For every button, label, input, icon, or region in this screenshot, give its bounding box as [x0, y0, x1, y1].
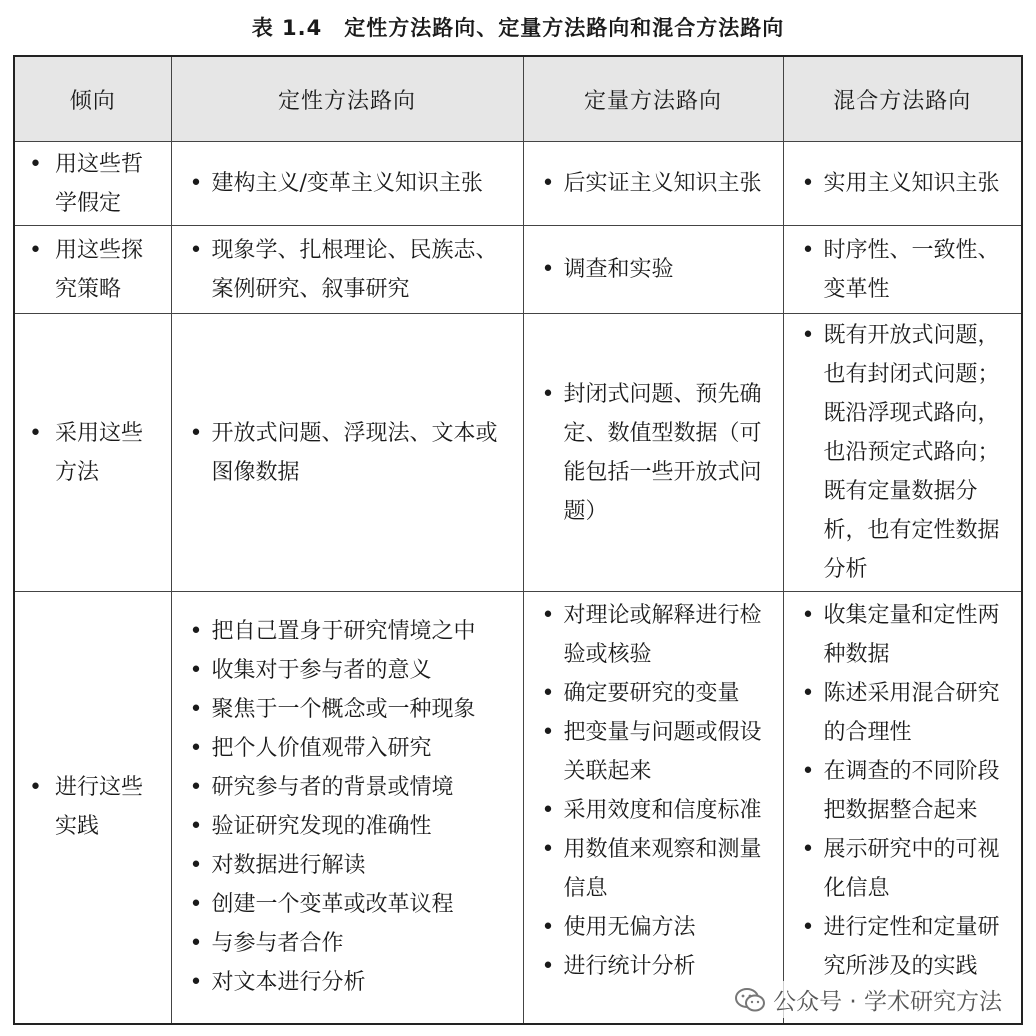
- list-item: • 验证研究发现的准确性: [172, 807, 523, 846]
- header-qualitative: 定性方法路向: [171, 56, 523, 142]
- list-item: • 创建一个变革或改革议程: [172, 885, 523, 924]
- list-item: • 时序性、一致性、变革性: [784, 231, 1022, 309]
- qualitative-cell: [171, 314, 523, 592]
- watermark: [731, 981, 1006, 1018]
- table-row: [14, 226, 1022, 314]
- list-item: • 把个人价值观带入研究: [172, 729, 523, 768]
- list-item: • 调查和实验: [524, 250, 783, 289]
- list-item: • 开放式问题、浮现法、文本或图像数据: [172, 414, 523, 492]
- quantitative-cell: [523, 314, 783, 592]
- list-item: • 收集定量和定性两种数据: [784, 596, 1022, 674]
- header-quantitative: 定量方法路向: [523, 56, 783, 142]
- tendency-cell: [14, 592, 171, 1024]
- tendency-cell: [14, 226, 171, 314]
- list-item: • 使用无偏方法: [524, 908, 783, 947]
- header-row: [14, 56, 1022, 142]
- qualitative-cell: [171, 226, 523, 314]
- mixed-cell: [783, 592, 1022, 1024]
- header-mixed: 混合方法路向: [783, 56, 1022, 142]
- list-item: • 封闭式问题、预先确定、数值型数据（可能包括一些开放式问题）: [524, 375, 783, 531]
- list-item: • 展示研究中的可视化信息: [784, 830, 1022, 908]
- list-item: • 用这些哲学假定: [15, 145, 171, 223]
- list-item: • 收集对于参与者的意义: [172, 651, 523, 690]
- list-item: • 进行统计分析: [524, 947, 783, 986]
- mixed-cell: [783, 226, 1022, 314]
- qualitative-cell: [171, 142, 523, 226]
- list-item: • 实用主义知识主张: [784, 164, 1022, 203]
- list-item: • 与参与者合作: [172, 924, 523, 963]
- list-item: • 对文本进行分析: [172, 963, 523, 1002]
- quantitative-cell: [523, 592, 783, 1024]
- list-item: • 陈述采用混合研究的合理性: [784, 674, 1022, 752]
- list-item: • 现象学、扎根理论、民族志、案例研究、叙事研究: [172, 231, 523, 309]
- tendency-cell: [14, 142, 171, 226]
- table-row: [14, 314, 1022, 592]
- mixed-cell: [783, 314, 1022, 592]
- qualitative-cell: [171, 592, 523, 1024]
- table-row: [14, 592, 1022, 1024]
- header-tendency: 倾向: [14, 56, 171, 142]
- list-item: • 建构主义/变革主义知识主张: [172, 164, 523, 203]
- quantitative-cell: [523, 226, 783, 314]
- quantitative-cell: [523, 142, 783, 226]
- list-item: • 既有开放式问题，也有封闭式问题；既沿浮现式路向，也沿预定式路向；既有定量数据分析，也有定性数据分析: [784, 316, 1022, 589]
- list-item: • 进行这些实践: [15, 768, 171, 846]
- table-caption: [0, 12, 1036, 42]
- watermark-text: 公众号 · 学术研究方法: [773, 989, 1002, 1015]
- list-item: • 采用效度和信度标准: [524, 791, 783, 830]
- table-number: 表 1.4: [251, 16, 323, 40]
- list-item: • 用这些探究策略: [15, 231, 171, 309]
- list-item: • 对理论或解释进行检验或核验: [524, 596, 783, 674]
- list-item: • 进行定性和定量研究所涉及的实践: [784, 908, 1022, 986]
- table-row: [14, 142, 1022, 226]
- list-item: • 把变量与问题或假设关联起来: [524, 713, 783, 791]
- list-item: • 用数值来观察和测量信息: [524, 830, 783, 908]
- wechat-icon: [735, 987, 765, 1013]
- list-item: • 研究参与者的背景或情境: [172, 768, 523, 807]
- list-item: • 在调查的不同阶段把数据整合起来: [784, 752, 1022, 830]
- list-item: • 采用这些方法: [15, 414, 171, 492]
- list-item: • 聚焦于一个概念或一种现象: [172, 690, 523, 729]
- list-item: • 后实证主义知识主张: [524, 164, 783, 203]
- tendency-cell: [14, 314, 171, 592]
- list-item: • 把自己置身于研究情境之中: [172, 612, 523, 651]
- comparison-table: [13, 55, 1023, 1025]
- list-item: • 对数据进行解读: [172, 846, 523, 885]
- list-item: • 确定要研究的变量: [524, 674, 783, 713]
- table-title: 定性方法路向、定量方法路向和混合方法路向: [344, 16, 785, 40]
- mixed-cell: [783, 142, 1022, 226]
